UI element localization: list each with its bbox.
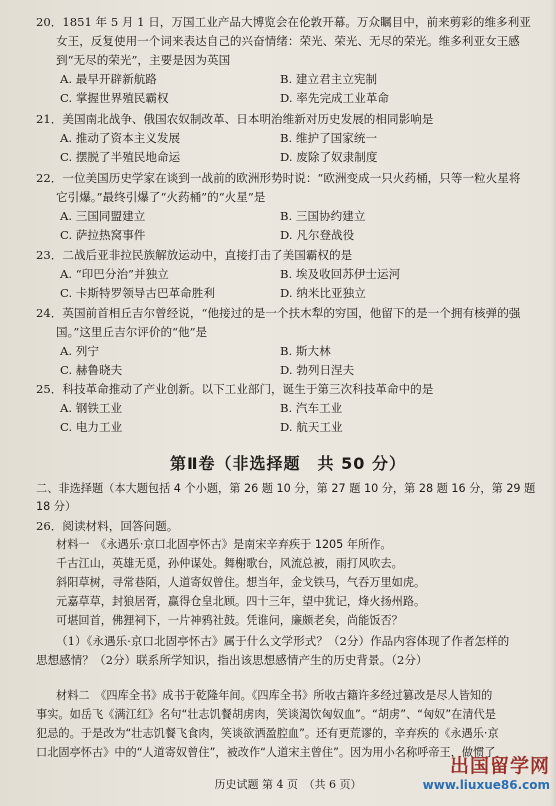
watermark-title: 出国留学网 [449, 755, 550, 777]
q24-option-b: B. 斯大林 [280, 344, 331, 358]
q20-option-d: D. 率先完成工业革命 [280, 91, 390, 105]
q22-line-2: 它引爆。”最终引爆了“火药桶”的“火星”是 [56, 190, 266, 204]
q20-option-b: B. 建立君主立宪制 [280, 72, 378, 86]
q22-option-a: A. 三国同盟建立 [60, 209, 146, 223]
material-1-line-4: 元嘉草草，封狼居胥，赢得仓皇北顾。四十三年，望中犹记，烽火扬州路。 [56, 595, 426, 608]
material-1-line-3: 斜阳草树，寻常巷陌，人道寄奴曾住。想当年，金戈铁马，气吞万里如虎。 [56, 576, 426, 589]
q21-option-a: A. 推动了资本主义发展 [60, 131, 181, 145]
q25-line-1: 25．科技革命推动了产业创新。以下工业部门，诞生于第三次科技革命中的是 [36, 382, 434, 396]
q25-option-a: A. 钢铁工业 [60, 401, 123, 415]
q24-option-c: C. 赫鲁晓夫 [60, 363, 123, 377]
q20-line-2: 女王，反复使用一个词来表达自己的兴奋情绪：荣光、荣光、无尽的荣光。维多利亚女王感 [56, 34, 520, 48]
q25-option-b: B. 汽车工业 [280, 401, 343, 415]
section-2-title: 第Ⅱ卷（非选择题 共 50 分） [170, 454, 406, 473]
q23-option-d: D. 纳米比亚独立 [280, 286, 366, 300]
q23-option-b: B. 埃及收回苏伊士运河 [280, 267, 401, 281]
watermark [423, 751, 550, 792]
q22-option-c: C. 萨拉热窝事件 [60, 228, 146, 242]
material-2-line-4: 口北固亭怀古》中的“人道寄奴曾住”，被改作“人道宋主曾住”。因为用小名称呼帝王，做惯了 [36, 746, 496, 759]
material-1-line-2: 千古江山，英雄无觅，孙仲谋处。舞榭歌台，风流总被，雨打风吹去。 [56, 557, 403, 570]
page-edge-shadow [550, 0, 556, 806]
material-2-line-3: 犯忌的。于是改为“壮志饥餐飞食肉，笑谈欲洒盈腔血”。还有更荒谬的，辛弃疾的《永遇乐·京 [36, 727, 499, 740]
material-1-line-5: 可堪回首，佛狸祠下，一片神鸦社鼓。凭谁问，廉颇老矣，尚能饭否？ [56, 614, 403, 627]
q26-heading: 26．阅读材料，回答问题。 [36, 519, 179, 533]
q22-option-b: B. 三国协约建立 [280, 209, 366, 223]
watermark-url: www.liuxue86.com [422, 778, 550, 792]
q25-option-d: D. 航天工业 [280, 420, 343, 434]
q24-option-a: A. 列宁 [60, 344, 99, 358]
material-2-line-2: 事实。如岳飞《满江红》名句“壮志饥餐胡虏肉，笑谈渴饮匈奴血”。“胡虏”、“匈奴”在清代是 [36, 708, 496, 721]
q24-option-d: D. 勃列日涅夫 [280, 363, 355, 377]
q21-option-c: C. 摆脱了半殖民地命运 [60, 150, 181, 164]
section-2-intro-line-1: 二、非选择题（本大题包括 4 个小题，第 26 题 10 分，第 27 题 10 分，第 28 题 16 分，第 29 题 [36, 482, 536, 495]
q26-sub1-line-2: 思想感情？（2分）联系所学知识，指出该思想感情产生的历史背景。（2分） [36, 653, 428, 667]
q21-option-b: B. 维护了国家统一 [280, 131, 378, 145]
q26-sub1-line-1: （1）《永遇乐·京口北固亭怀古》属于什么文学形式？（2分）作品内容体现了作者怎样的 [56, 634, 510, 648]
content-column [36, 0, 540, 806]
q24-line-1: 24．英国前首相丘吉尔曾经说，“他接过的是一个扶木犁的穷国，他留下的是一个拥有核弹的强 [36, 306, 521, 320]
page-footer: 历史试题 第 4 页 （共 6 页） [214, 778, 362, 791]
q20-option-c: C. 掌握世界殖民霸权 [60, 91, 169, 105]
q20-option-a: A. 最早开辟新航路 [60, 72, 157, 86]
q21-option-d: D. 废除了奴隶制度 [280, 150, 378, 164]
q20-line-3: 到“无尽的荣光”，主要是因为英国 [56, 53, 231, 67]
q25-option-c: C. 电力工业 [60, 420, 123, 434]
material-1-line-1: 材料一 《永遇乐·京口北固亭怀古》是南宋辛弃疾于 1205 年所作。 [56, 538, 392, 551]
q22-line-1: 22．一位美国历史学家在谈到一战前的欧洲形势时说：“欧洲变成一只火药桶，只等一粒火星将 [36, 171, 521, 185]
q20-line-1: 20．1851 年 5 月 1 日，万国工业产品大博览会在伦敦开幕。万众瞩目中，前来剪彩的维多利亚 [36, 15, 531, 29]
section-2-intro-line-2: 18 分） [36, 500, 77, 513]
q22-option-d: D. 凡尔登战役 [280, 228, 355, 242]
q24-line-2: 国。”这里丘吉尔评价的“他”是 [56, 325, 208, 339]
q23-line-1: 23．二战后亚非拉民族解放运动中，直接打击了美国霸权的是 [36, 248, 353, 262]
material-2-line-1: 材料二 《四库全书》成书于乾隆年间。《四库全书》所收古籍许多经过篡改是尽人皆知的 [56, 689, 493, 702]
q21-line-1: 21．美国南北战争、俄国农奴制改革、日本明治维新对历史发展的相同影响是 [36, 112, 434, 126]
q23-option-c: C. 卡斯特罗领导古巴革命胜利 [60, 286, 215, 300]
q23-option-a: A. “印巴分治”并独立 [60, 267, 169, 281]
